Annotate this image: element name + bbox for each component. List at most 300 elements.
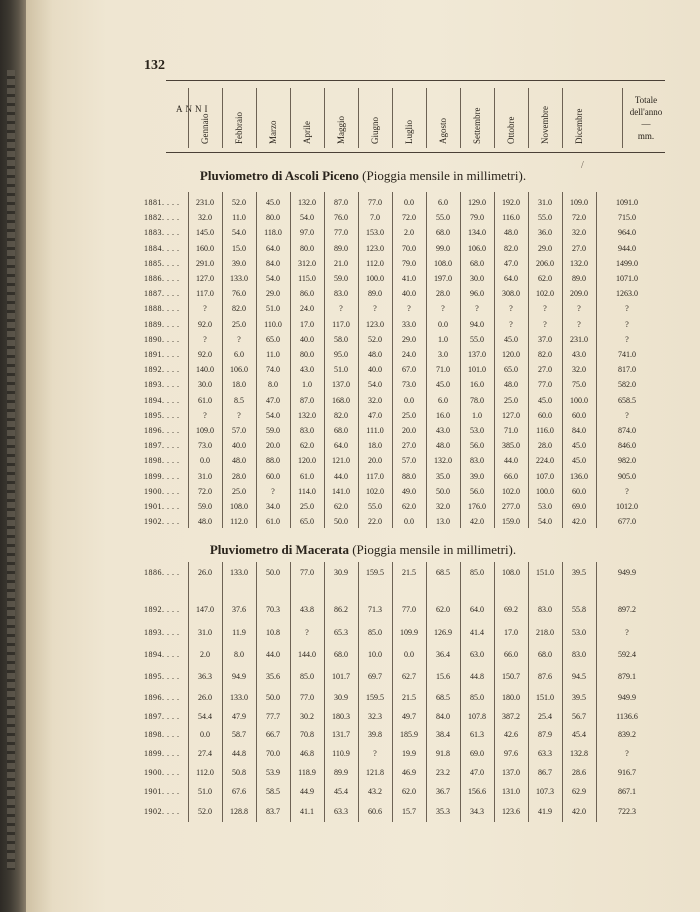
ascoli-cell: 36.0 [538,228,552,238]
macerata-cell: 63.3 [538,749,552,758]
macerata-cell: 49.7 [402,712,416,721]
ascoli-cell: 160.0 [196,243,214,253]
ascoli-cell: ? [271,486,275,496]
macerata-col-rule [290,562,291,822]
macerata-cell: 47.0 [470,768,484,777]
ascoli-cell: 123.0 [366,319,384,329]
ascoli-row-year: 1890. . . . [144,334,180,344]
macerata-cell: 35.6 [266,672,280,681]
ascoli-cell: 39.0 [232,258,246,268]
ascoli-cell-total: ? [625,319,629,329]
macerata-cell: 71.3 [368,605,382,614]
ascoli-cell: 109.0 [196,426,214,435]
ascoli-row-year: 1889. . . . [144,319,180,329]
macerata-cell: 28.6 [572,768,586,777]
ascoli-cell: 32.0 [436,502,450,511]
ascoli-cell: 48.0 [368,350,382,359]
ascoli-cell: 64.0 [334,441,348,451]
macerata-cell: 55.8 [572,605,586,614]
macerata-cell-total: ? [625,749,629,758]
ascoli-cell: 115.0 [298,274,316,283]
macerata-cell: 54.4 [198,712,212,721]
ascoli-cell: 65.0 [300,517,314,527]
ascoli-cell: 62.0 [402,502,416,511]
macerata-cell: 34.3 [470,807,484,816]
ascoli-cell: 145.0 [196,228,214,238]
macerata-cell: 68.5 [436,568,450,577]
macerata-row-year: 1896. . . . [144,693,180,702]
ascoli-cell: 75.0 [572,380,586,390]
ascoli-cell: 16.0 [470,380,484,390]
header-month-5 [324,88,359,148]
ascoli-cell: 89.0 [572,274,586,283]
ascoli-cell: 25.0 [504,395,518,405]
ascoli-cell: 153.0 [366,228,384,238]
ascoli-cell: 80.0 [300,243,314,253]
ascoli-row-year: 1902. . . . [144,517,180,527]
ascoli-cell: 133.0 [230,274,248,283]
macerata-col-rule [222,562,223,822]
macerata-cell: 151.0 [536,693,554,702]
ascoli-row-year: 1885. . . . [144,258,180,268]
ascoli-cell-total: 964.0 [618,228,636,238]
macerata-cell: 70.3 [266,605,280,614]
ascoli-cell: 71.0 [436,365,450,375]
macerata-cell: 62.0 [402,787,416,796]
macerata-cell: 77.7 [266,712,280,721]
macerata-cell: 36.3 [198,672,212,681]
ascoli-cell: 1.0 [302,380,312,390]
macerata-cell: 43.8 [300,605,314,614]
ascoli-cell: 127.0 [502,410,520,420]
ascoli-row-year: 1884. . . . [144,243,180,253]
ascoli-cell: 27.0 [402,441,416,451]
ascoli-cell: 8.5 [234,395,244,405]
header-month-4 [290,88,325,148]
ascoli-cell: 123.0 [366,243,384,253]
macerata-cell: 39.5 [572,568,586,577]
ascoli-cell: 45.0 [504,334,518,344]
header-month-9 [460,88,495,148]
macerata-cell: 77.0 [300,693,314,702]
ascoli-cell: 224.0 [536,456,554,466]
macerata-cell: 30.2 [300,712,314,721]
macerata-title-bold: Pluviometro di Macerata [209,542,349,557]
macerata-cell-total: ? [625,628,629,637]
ascoli-cell: 20.0 [266,441,280,451]
macerata-cell: 126.9 [434,628,452,637]
macerata-cell: 44.9 [300,787,314,796]
ascoli-cell: 44.0 [334,471,348,481]
macerata-cell: 77.0 [300,568,314,577]
ascoli-cell: 54.0 [368,380,382,390]
ascoli-cell-total: 1091.0 [616,198,638,207]
ascoli-title [26,168,700,184]
header-month-label: Settembre [472,107,482,144]
macerata-cell: 91.8 [436,749,450,758]
ascoli-cell: 68.0 [334,426,348,435]
ascoli-row-year: 1899. . . . [144,471,180,481]
ascoli-cell: ? [577,304,581,314]
macerata-row-year: 1898. . . . [144,730,180,739]
ascoli-cell: 0.0 [404,517,414,527]
ascoli-cell: 197.0 [434,274,452,283]
macerata-cell: 121.8 [366,768,384,777]
ascoli-title-bold: Pluviometro di Ascoli Piceno [199,168,359,183]
header-month-8 [426,88,461,148]
ascoli-row-year: 1898. . . . [144,456,180,466]
ascoli-cell: 61.0 [266,517,280,527]
ascoli-cell: 62.0 [334,502,348,511]
macerata-cell: 44.0 [266,650,280,659]
macerata-cell: 62.0 [436,605,450,614]
macerata-cell: 109.9 [400,628,418,637]
ascoli-cell: 78.0 [470,395,484,405]
header-month-10 [494,88,529,148]
macerata-cell: 133.0 [230,568,248,577]
ascoli-cell: 79.0 [470,213,484,223]
macerata-cell: 86.7 [538,768,552,777]
ascoli-cell: 168.0 [332,395,350,405]
ascoli-cell: 55.0 [470,334,484,344]
ascoli-row-year: 1894. . . . [144,395,180,405]
ascoli-cell-total: 1012.0 [616,502,638,511]
ascoli-cell: 136.0 [570,471,588,481]
ascoli-row-year: 1893. . . . [144,380,180,390]
ascoli-cell: ? [475,304,479,314]
macerata-cell: 32.3 [368,712,382,721]
ascoli-cell: 102.0 [366,486,384,496]
ascoli-cell: 0.0 [404,395,414,405]
macerata-cell: 11.9 [232,628,246,637]
ascoli-cell: 60.0 [538,410,552,420]
ascoli-cell: 24.0 [300,304,314,314]
macerata-title [26,542,700,558]
ascoli-cell: 84.0 [572,426,586,435]
macerata-cell: 66.0 [504,650,518,659]
ascoli-cell: 83.0 [300,426,314,435]
ascoli-cell: 385.0 [502,441,520,451]
ascoli-cell: 127.0 [196,274,214,283]
ascoli-cell: 137.0 [468,350,486,359]
ascoli-cell: 39.0 [470,471,484,481]
ascoli-cell: 57.0 [402,456,416,466]
ascoli-cell: 106.0 [468,243,486,253]
macerata-row-year: 1886. . . . [144,568,180,577]
ascoli-cell: 100.0 [366,274,384,283]
macerata-cell: 107.3 [536,787,554,796]
ascoli-cell: 80.0 [300,350,314,359]
ascoli-cell: 34.0 [266,502,280,511]
ascoli-cell: 100.0 [536,486,554,496]
macerata-cell: 70.0 [266,749,280,758]
ascoli-cell: 3.0 [438,350,448,359]
macerata-cell: 68.5 [436,693,450,702]
ascoli-cell: 20.0 [402,426,416,435]
ascoli-cell: 96.0 [470,289,484,299]
ascoli-cell: 56.0 [470,486,484,496]
macerata-cell: 69.2 [504,605,518,614]
macerata-cell: 21.5 [402,568,416,577]
ascoli-cell: 108.0 [434,258,452,268]
ascoli-cell: ? [577,319,581,329]
ascoli-cell: 55.0 [538,213,552,223]
ascoli-cell: 47.0 [368,410,382,420]
ascoli-cell: 108.0 [230,502,248,511]
ascoli-cell: 79.0 [402,258,416,268]
ascoli-cell: 231.0 [196,198,214,207]
ascoli-cell: 51.0 [334,365,348,375]
macerata-cell: 101.7 [332,672,350,681]
macerata-row-year: 1894. . . . [144,650,180,659]
macerata-col-rule [256,562,257,822]
ascoli-cell: 29.0 [266,289,280,299]
ascoli-cell: 21.0 [334,258,348,268]
header-month-11 [528,88,563,148]
ascoli-cell: 231.0 [570,334,588,344]
ascoli-cell: 45.0 [436,380,450,390]
ascoli-cell: 54.0 [232,228,246,238]
ascoli-cell: 120.0 [502,350,520,359]
macerata-cell: 23.2 [436,768,450,777]
ascoli-cell: 45.0 [266,198,280,207]
ascoli-cell: 83.0 [470,456,484,466]
macerata-cell: 87.9 [538,730,552,739]
ascoli-cell: 72.0 [198,486,212,496]
ascoli-cell: ? [203,334,207,344]
ascoli-cell: 72.0 [402,213,416,223]
macerata-cell: 69.0 [470,749,484,758]
ascoli-cell: 277.0 [502,502,520,511]
macerata-cell: 26.0 [198,568,212,577]
macerata-row-year: 1900. . . . [144,768,180,777]
header-month-1 [188,88,223,148]
ascoli-cell: 112.0 [230,517,248,527]
ascoli-cell: 1.0 [472,410,482,420]
macerata-cell: 218.0 [536,628,554,637]
macerata-cell: 53.9 [266,768,280,777]
macerata-cell: 41.9 [538,807,552,816]
macerata-cell: 51.0 [198,787,212,796]
ascoli-cell: 77.0 [334,228,348,238]
ascoli-cell-total: 982.0 [618,456,636,466]
macerata-cell: 31.0 [198,628,212,637]
ascoli-row-year: 1882. . . . [144,213,180,223]
ascoli-cell: 53.0 [538,502,552,511]
ascoli-cell: 50.0 [334,517,348,527]
ascoli-cell-total: ? [625,334,629,344]
ascoli-cell: 6.0 [438,198,448,207]
macerata-cell: 133.0 [230,693,248,702]
header-total-dash: — [641,119,651,129]
ascoli-cell: ? [543,304,547,314]
macerata-row-year: 1895. . . . [144,672,180,681]
ascoli-cell: 83.0 [334,289,348,299]
macerata-cell: 128.8 [230,807,248,816]
macerata-cell: 118.9 [298,768,316,777]
ascoli-cell: 44.0 [504,456,518,466]
macerata-cell: 42.6 [504,730,518,739]
ascoli-cell: 32.0 [198,213,212,223]
ascoli-cell: 77.0 [368,198,382,207]
macerata-cell: 94.5 [572,672,586,681]
macerata-cell: 77.0 [402,605,416,614]
ascoli-cell: 0.0 [200,456,210,466]
macerata-label-rule [188,562,189,822]
ascoli-col-rule [596,192,597,528]
macerata-cell: 56.7 [572,712,586,721]
ascoli-cell-total: 905.0 [618,471,636,481]
ascoli-cell: 84.0 [266,258,280,268]
ascoli-row-year: 1896. . . . [144,426,180,435]
ascoli-cell: 33.0 [402,319,416,329]
ascoli-cell: 45.0 [572,456,586,466]
header-month-label: Novembre [540,106,550,144]
macerata-cell-total: 867.1 [618,787,636,796]
ascoli-cell: 176.0 [468,502,486,511]
macerata-cell: 19.9 [402,749,416,758]
macerata-cell: 84.0 [436,712,450,721]
ascoli-cell: ? [509,304,513,314]
ascoli-cell: 68.0 [436,228,450,238]
ascoli-cell: 76.0 [232,289,246,299]
ascoli-cell: 32.0 [572,365,586,375]
ascoli-cell: 107.0 [536,471,554,481]
macerata-cell: 10.0 [368,650,382,659]
ascoli-cell: 25.0 [300,502,314,511]
ascoli-cell: 159.0 [502,517,520,527]
ascoli-cell-total: 846.0 [618,441,636,451]
header-month-7 [392,88,427,148]
macerata-cell: 83.0 [572,650,586,659]
macerata-cell: 137.0 [502,768,520,777]
macerata-cell: 58.5 [266,787,280,796]
macerata-cell: 156.6 [468,787,486,796]
header-month-12 [562,88,597,148]
header-month-label: Gennaio [200,113,210,144]
macerata-cell: 387.2 [502,712,520,721]
ascoli-cell-total: 944.0 [618,243,636,253]
ascoli-cell: 116.0 [502,213,520,223]
macerata-cell: 131.7 [332,730,350,739]
ascoli-cell: 141.0 [332,486,350,496]
ascoli-cell: 60.0 [572,410,586,420]
macerata-cell: 30.9 [334,568,348,577]
ascoli-cell: 206.0 [536,258,554,268]
ascoli-cell: 77.0 [538,380,552,390]
macerata-col-rule [528,562,529,822]
ascoli-cell: 52.0 [232,198,246,207]
ascoli-cell: 111.0 [366,426,384,435]
ascoli-cell: 82.0 [232,304,246,314]
ascoli-cell: 25.0 [232,486,246,496]
macerata-cell: 44.8 [232,749,246,758]
ascoli-cell: 28.0 [436,289,450,299]
macerata-cell: 70.8 [300,730,314,739]
macerata-cell: 65.3 [334,628,348,637]
ascoli-cell-total: 1499.0 [616,258,638,268]
ascoli-cell: ? [237,410,241,420]
macerata-cell: 27.4 [198,749,212,758]
ascoli-cell: 55.0 [436,213,450,223]
ascoli-row-year: 1883. . . . [144,228,180,238]
ascoli-cell: 6.0 [438,395,448,405]
ascoli-cell: 132.0 [570,258,588,268]
ascoli-cell: 62.0 [538,274,552,283]
header-total-line2: dell'anno [629,107,663,117]
macerata-cell: 159.5 [366,693,384,702]
ascoli-cell: 31.0 [198,471,212,481]
header-month-label: Aprile [302,121,312,144]
ascoli-cell: 20.0 [368,456,382,466]
macerata-row-year: 1899. . . . [144,749,180,758]
ascoli-cell: 69.0 [572,502,586,511]
ascoli-cell: 58.0 [334,334,348,344]
ascoli-cell: 53.0 [470,426,484,435]
header-month-label: Dicembre [574,108,584,144]
ascoli-cell: ? [339,304,343,314]
ascoli-cell: ? [237,334,241,344]
ascoli-cell: 118.0 [264,228,282,238]
ascoli-cell: 47.0 [504,258,518,268]
binding-strip [7,70,15,870]
ascoli-cell: 0.0 [404,198,414,207]
macerata-cell: 159.5 [366,568,384,577]
macerata-row-year: 1901. . . . [144,787,180,796]
macerata-cell: 42.0 [572,807,586,816]
macerata-cell: 36.4 [436,650,450,659]
ascoli-cell: 32.0 [572,228,586,238]
ascoli-cell: 62.0 [300,441,314,451]
ascoli-cell: 60.0 [572,486,586,496]
ascoli-cell: 117.0 [332,319,350,329]
ascoli-cell: 45.0 [572,441,586,451]
ascoli-cell: 129.0 [468,198,486,207]
macerata-cell: 68.0 [538,650,552,659]
header-month-3 [256,88,291,148]
ascoli-cell: 40.0 [368,365,382,375]
book-binding [0,0,26,912]
ascoli-cell: 65.0 [504,365,518,375]
ascoli-cell-total: 1263.0 [616,289,638,299]
ascoli-cell: 82.0 [334,410,348,420]
document-page [26,0,700,912]
ascoli-cell: 25.0 [232,319,246,329]
ascoli-cell: 27.0 [538,365,552,375]
ascoli-cell: 59.0 [334,274,348,283]
ascoli-cell: 140.0 [196,365,214,375]
ascoli-cell: 0.0 [438,319,448,329]
ascoli-cell: 47.0 [266,395,280,405]
ascoli-row-year: 1900. . . . [144,486,180,496]
macerata-cell: 43.2 [368,787,382,796]
ascoli-cell: 65.0 [266,334,280,344]
ascoli-cell: 28.0 [538,441,552,451]
macerata-row-year: 1897. . . . [144,712,180,721]
ascoli-cell: 134.0 [468,228,486,238]
ascoli-cell: 8.0 [268,380,278,390]
ascoli-cell: 25.0 [402,410,416,420]
ascoli-cell: 49.0 [402,486,416,496]
ascoli-cell: 35.0 [436,471,450,481]
macerata-cell: 15.7 [402,807,416,816]
ascoli-cell: 291.0 [196,258,214,268]
ascoli-cell: 22.0 [368,517,382,527]
ascoli-cell: 89.0 [334,243,348,253]
ascoli-cell: 48.0 [232,456,246,466]
macerata-cell: 53.0 [572,628,586,637]
header-month-label: Ottobre [506,116,516,144]
